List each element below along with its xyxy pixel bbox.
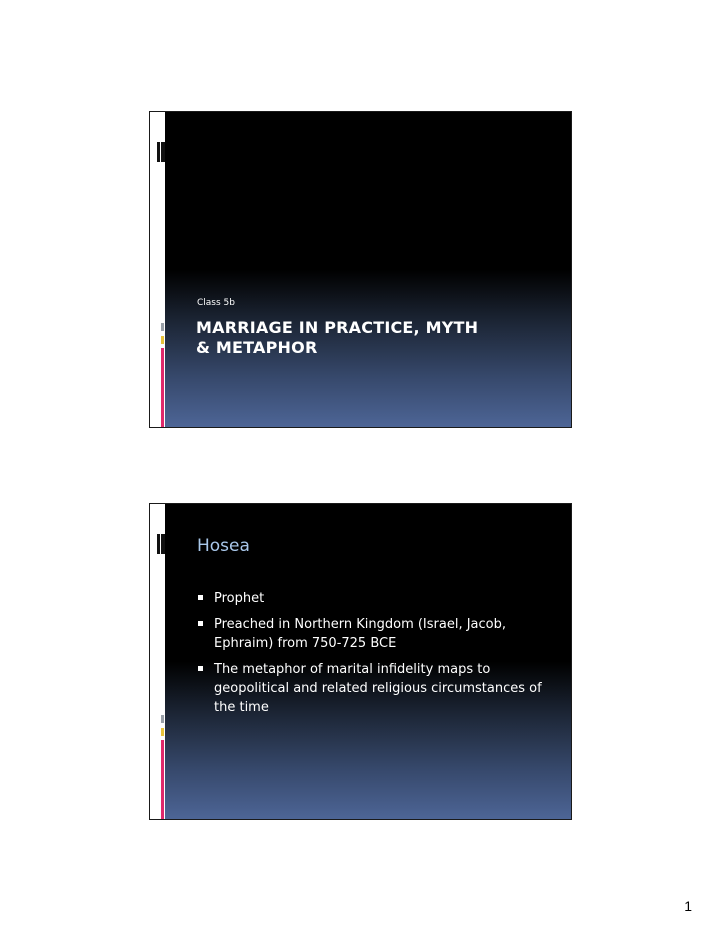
slide-2 [149,503,572,820]
accent-bar [161,348,164,428]
bullet-list [197,589,557,724]
accent-bar [161,323,164,331]
bullet-item [197,615,557,653]
bullet-item [197,660,557,717]
square-bullet-icon [198,595,203,600]
accent-bar [161,715,164,723]
slide-title-line: MARRIAGE IN PRACTICE, MYTH [196,318,479,337]
slide-subtitle: Class 5b [197,298,235,308]
bullet-item [197,589,557,608]
page-number: 1 [684,898,692,914]
bullet-text: Preached in Northern Kingdom (Israel, Jacob, Ephraim) from 750-725 BCE [214,617,507,651]
slide-title-line: & METAPHOR [196,338,318,357]
slide-title [196,318,556,358]
accent-bar [161,740,164,820]
square-bullet-icon [198,666,203,671]
accent-bar [157,534,160,554]
slide-1 [149,111,572,428]
bullet-text: Prophet [214,591,265,606]
square-bullet-icon [198,621,203,626]
slide-accent-strip [150,504,165,819]
slide-accent-strip [150,112,165,427]
accent-bar [161,336,164,344]
accent-bar [161,142,165,162]
accent-bar [161,534,165,554]
bullet-text: The metaphor of marital infidelity maps to geopolitical and related religious circumstances of the time [214,662,542,715]
accent-bar [157,142,160,162]
slide-heading: Hosea [197,536,250,556]
accent-bar [161,728,164,736]
